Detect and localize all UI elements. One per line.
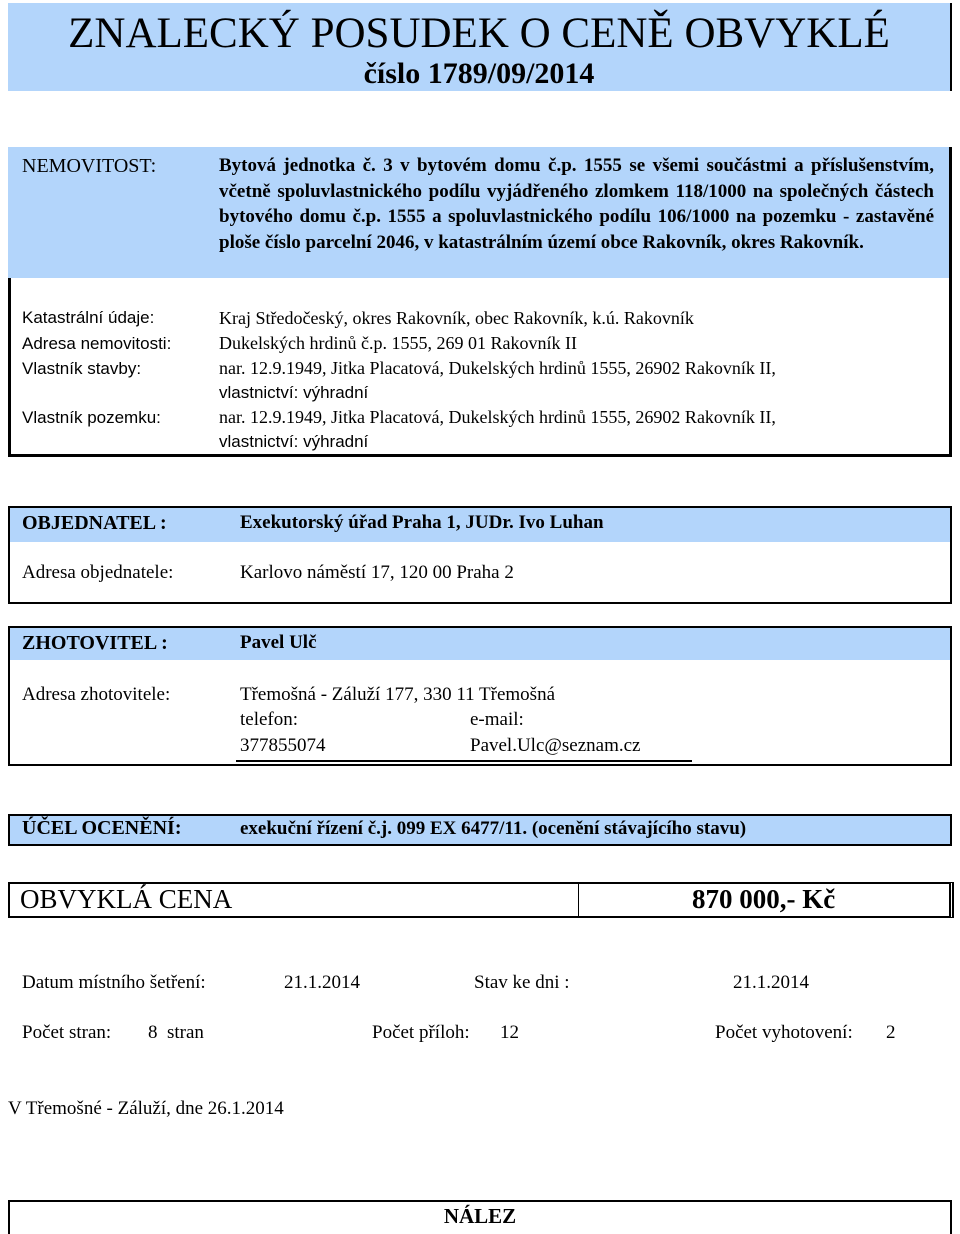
price-value: 870 000,- Kč [692, 884, 836, 914]
property-address-value: Dukelských hrdinů č.p. 1555, 269 01 Rakovník II [219, 333, 577, 353]
pages-value: 8 stran [148, 1022, 204, 1043]
price-label: OBVYKLÁ CENA [20, 884, 233, 914]
land-ownership-type: vlastnictví: výhradní [219, 432, 369, 451]
orderer-address: Karlovo náměstí 17, 120 00 Praha 2 [240, 562, 514, 583]
cadastral-value: Kraj Středočeský, okres Rakovník, obec Rakovník, k.ú. Rakovník [219, 308, 694, 328]
section-heading-nalez: NÁLEZ [443, 1204, 517, 1228]
orderer-label: OBJEDNATEL : [22, 512, 167, 534]
phone-value: 377855074 [240, 735, 326, 756]
purpose-value: exekuční řízení č.j. 099 EX 6477/11. (ocenění stávajícího stavu) [240, 818, 747, 839]
document-title: ZNALECKÝ POSUDEK O CENĚ OBVYKLÉ [68, 10, 890, 57]
cadastral-label: Katastrální údaje: [22, 308, 155, 327]
document-number: číslo 1789/09/2014 [363, 57, 595, 90]
title-block [8, 3, 952, 91]
building-owner-value: nar. 12.9.1949, Jitka Placatová, Dukelských hrdinů 1555, 26902 Rakovník II, [219, 358, 776, 378]
email-value[interactable]: Pavel.Ulc@seznam.cz [470, 735, 641, 756]
pages-label: Počet stran: [22, 1022, 112, 1043]
property-address-label: Adresa nemovitosti: [22, 334, 172, 353]
orderer-name: Exekutorský úřad Praha 1, JUDr. Ivo Luhan [240, 512, 604, 533]
state-date-label: Stav ke dni : [474, 972, 570, 993]
orderer-address-label: Adresa objednatele: [22, 562, 174, 583]
land-owner-value: nar. 12.9.1949, Jitka Placatová, Dukelských hrdinů 1555, 26902 Rakovník II, [219, 407, 776, 427]
survey-date-label: Datum místního šetření: [22, 972, 206, 993]
contact-underline [236, 760, 692, 762]
state-date: 21.1.2014 [733, 972, 809, 993]
place-and-date: V Třemošné - Záluží, dne 26.1.2014 [8, 1098, 284, 1119]
maker-label: ZHOTOVITEL : [22, 632, 168, 654]
maker-name: Pavel Ulč [240, 632, 317, 653]
attachments-value: 12 [500, 1022, 519, 1043]
price-divider [578, 882, 579, 918]
maker-address: Třemošná - Záluží 177, 330 11 Třemošná [240, 684, 556, 705]
email-label: e-mail: [470, 709, 524, 730]
building-ownership-type: vlastnictví: výhradní [219, 383, 369, 402]
maker-address-label: Adresa zhotovitele: [22, 684, 171, 705]
copies-label: Počet vyhotovení: [715, 1022, 853, 1043]
survey-date: 21.1.2014 [284, 972, 360, 993]
copies-value: 2 [886, 1022, 896, 1043]
property-label: NEMOVITOST: [22, 155, 157, 177]
attachments-label: Počet příloh: [372, 1022, 470, 1043]
purpose-label: ÚČEL OCENĚNÍ: [22, 817, 182, 839]
land-owner-label: Vlastník pozemku: [22, 408, 161, 427]
property-description: Bytová jednotka č. 3 v bytovém domu č.p. 1555 se všemi součástmi a příslušenstvím, včetně spoluvlastnického podílu vyjádřeného zlomkem 118/1000 na společných částech bytového domu č.p. 1555 a spoluvlastnického podílu 106/1000 na pozemku - zastavěné ploše číslo parcelní 2046, v katastrálním území obce Rakovník, okres Rakovník. [219, 155, 934, 253]
phone-label: telefon: [240, 709, 299, 730]
building-owner-label: Vlastník stavby: [22, 359, 142, 378]
